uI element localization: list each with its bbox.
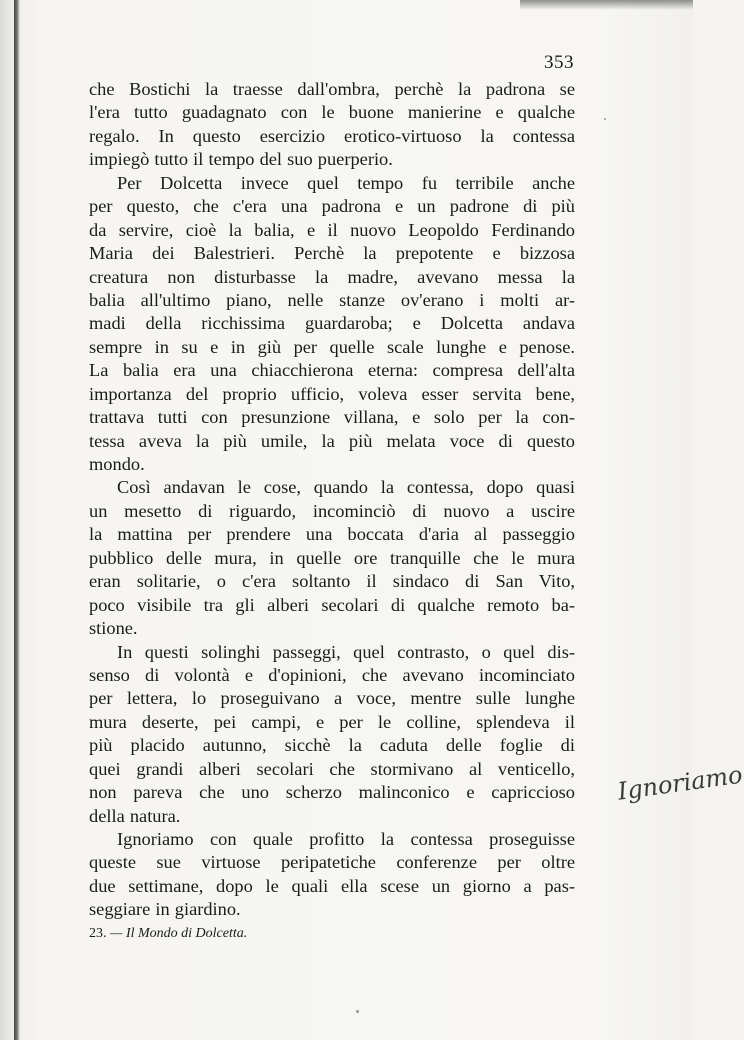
text-line: La balia era una chiacchierona eterna: compresa dell'alta (89, 360, 575, 381)
footer-dash: — (106, 926, 126, 941)
text-line: Ignoriamo con quale profitto la contessa proseguisse (117, 829, 575, 849)
text-line: l'era tutto guadagnato con le buone manierine e qualche (89, 102, 575, 123)
page-binding-edge (14, 0, 20, 1040)
top-edge-shadow (520, 0, 693, 10)
text-line: trattava tutti con presunzione villana, e solo per la con- (89, 407, 575, 428)
text-line: due settimane, dopo le quali ella scese un giorno a pas- (89, 875, 575, 896)
text-line: per questo, che c'era una padrona e un padrone di più (89, 196, 575, 217)
text-line: sempre in su e in giù per quelle scale lunghe e penose. (89, 336, 575, 357)
handwritten-margin-note: Ignoriamo (616, 760, 744, 806)
text-line: seggiare in giardino. (89, 899, 241, 920)
body-text (89, 78, 575, 922)
page-number: 353 (544, 52, 574, 73)
text-line: queste sue virtuose peripatetiche conferenze per oltre (89, 852, 575, 873)
text-line: per lettera, lo proseguivano a voce, mentre sulle lunghe (89, 688, 575, 709)
text-line: che Bostichi la traesse dall'ombra, perchè la padrona se (89, 79, 575, 99)
signature-mark: 23. (89, 926, 107, 941)
text-line: eran solitarie, o c'era soltanto il sindaco di San Vito, (89, 571, 575, 592)
text-line: la mattina per prendere una boccata d'aria al passeggio (89, 524, 575, 545)
text-line: non pareva che uno scherzo malinconico e capriccioso (89, 782, 575, 803)
text-line: tessa aveva la più umile, la più melata voce di questo (89, 430, 575, 451)
text-line: importanza del proprio ufficio, voleva esser servita bene, (89, 383, 575, 404)
paper-speck (604, 118, 606, 120)
text-line: poco visibile tra gli alberi secolari di qualche remoto ba- (89, 594, 575, 615)
text-line: più placido autunno, sicchè la caduta delle foglie di (89, 735, 575, 756)
text-line: della natura. (89, 805, 181, 826)
text-line: mura deserte, pei campi, e per le colline, splendeva il (89, 711, 575, 732)
text-line: creatura non disturbasse la madre, avevano messa la (89, 266, 575, 287)
text-line: balia all'ultimo piano, nelle stanze ov'erano i molti ar- (89, 289, 575, 310)
text-line: senso di volontà e d'opinioni, che avevano incominciato (89, 664, 575, 685)
text-line: impiegò tutto il tempo del suo puerperio. (89, 149, 393, 170)
paper-speck (356, 1010, 359, 1013)
text-line: In questi solinghi passeggi, quel contrasto, o quel dis- (117, 641, 575, 662)
text-line: Così andavan le cose, quando la contessa, dopo quasi (117, 477, 575, 498)
text-line: quei grandi alberi secolari che stormivano al venticello, (89, 758, 575, 779)
text-line: madi della ricchissima guardaroba; e Dolcetta andava (89, 313, 575, 334)
text-line: stione. (89, 618, 138, 639)
text-line: mondo. (89, 454, 145, 474)
running-title: Il Mondo di Dolcetta. (125, 926, 248, 941)
text-line: un mesetto di riguardo, incominciò di nuovo a uscire (89, 500, 575, 521)
page-footer (89, 926, 247, 942)
text-line: regalo. In questo esercizio erotico-virtuoso la contessa (89, 125, 575, 146)
text-line: Maria dei Balestrieri. Perchè la prepotente e bizzosa (89, 243, 575, 264)
text-line: pubblico delle mura, in quelle ore tranquille che le mura (89, 547, 575, 568)
text-line: Per Dolcetta invece quel tempo fu terribile anche (117, 172, 575, 193)
text-line: da servire, cioè la balia, e il nuovo Leopoldo Ferdinando (89, 219, 575, 240)
